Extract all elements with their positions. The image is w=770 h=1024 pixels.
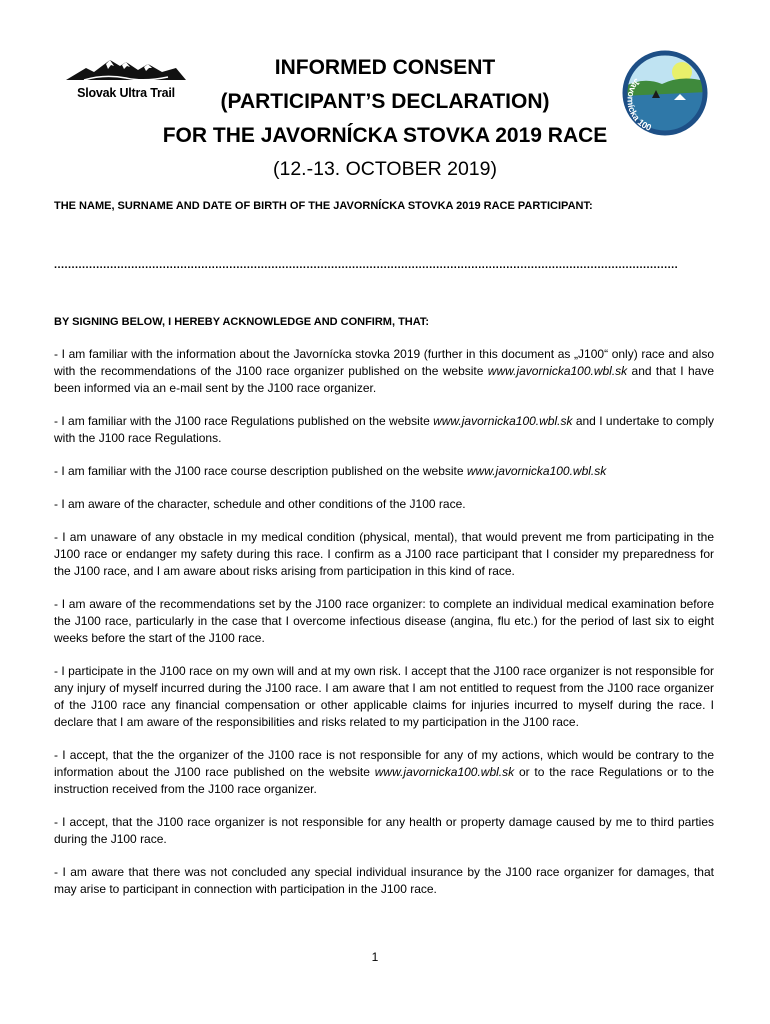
document-title-line-1: INFORMED CONSENT (274, 56, 496, 79)
participant-name-heading: THE NAME, SURNAME AND DATE OF BIRTH OF THE JAVORNÍCKA STOVKA 2019 RACE PARTICIPANT: (54, 200, 593, 212)
logo-circle-text: Javornícka 100 (625, 76, 653, 133)
event-date: (12.-13. OCTOBER 2019) (273, 158, 497, 180)
document-title-line-3: FOR THE JAVORNÍCKA STOVKA 2019 RACE (162, 124, 608, 147)
declaration-body (54, 346, 714, 914)
paragraph-information: - I am familiar with the information about the Javornícka stovka 2019 (further in this document as „J100“ only) race and also with the recommendations of the J100 race organizer published on the website www.javornicka100.wbl.sk and that I have been informed via an e-mail sent by the J100 race organizer. (54, 347, 714, 395)
paragraph-medical: - I am unaware of any obstacle in my medical condition (physical, mental), that would prevent me from participating in the J100 race or endanger my safety during this race. I confirm as a J100 race participant that I consider my preparedness for the J100 race, and I am aware about risks arising from participation in this kind of race. (54, 530, 714, 578)
logo-brand-text: Slovak Ultra Trail (77, 86, 175, 100)
paragraph-course: - I am familiar with the J100 race course description published on the website www.javornicka100.wbl.sk (54, 464, 607, 478)
website-link[interactable]: www.javornicka100.wbl.sk (466, 464, 607, 478)
website-link[interactable]: www.javornicka100.wbl.sk (374, 765, 515, 779)
paragraph-regulations: - I am familiar with the J100 race Regulations published on the website www.javornicka100.wbl.sk and I undertake to comply with the J100 race Regulations. (54, 414, 714, 445)
paragraph-conditions: - I am aware of the character, schedule and other conditions of the J100 race. (54, 497, 466, 511)
document-title-line-2: (PARTICIPANT’S DECLARATION) (220, 90, 550, 113)
paragraph-recommendations: - I am aware of the recommendations set by the J100 race organizer: to complete an individual medical examination before the J100 race, particularly in the case that I overcome infectious disease (angina, flu etc.) for the period of last six to eight weeks before the start of the J100 race. (54, 597, 714, 645)
participant-name-line[interactable]: .................................................................................................................................................................................. (54, 262, 679, 268)
confirmation-heading: BY SIGNING BELOW, I HEREBY ACKNOWLEDGE AND CONFIRM, THAT: (54, 316, 430, 328)
paragraph-damage: - I accept, that the J100 race organizer is not responsible for any health or property damage caused by me to third parties during the J100 race. (54, 815, 714, 846)
paragraph-insurance: - I am aware that there was not concluded any special individual insurance by the J100 race organizer for damages, that may arise to participant in connection with participation in the J100 race. (54, 865, 714, 896)
website-link[interactable]: www.javornicka100.wbl.sk (433, 414, 573, 428)
website-link[interactable]: www.javornicka100.wbl.sk (487, 364, 628, 378)
paragraph-actions: - I accept, that the the organizer of the J100 race is not responsible for any of my actions, which would be contrary to the information about the J100 race published on the website www.javornicka100.wbl.sk or to the race Regulations or to the instruction received from the J100 race organizer. (54, 748, 714, 796)
paragraph-risk: - I participate in the J100 race on my own will and at my own risk. I accept that the J100 race organizer is not responsible for any injury of myself incurred during the J100 race. I am aware that I am not entitled to request from the J100 race organizer of the J100 race any financial compensation or other applicable claims for injuries incurred to myself during the race. I declare that I am aware of the responsibilities and risks related to my participation in the J100 race. (54, 664, 714, 729)
page-number: 1 (371, 950, 379, 964)
